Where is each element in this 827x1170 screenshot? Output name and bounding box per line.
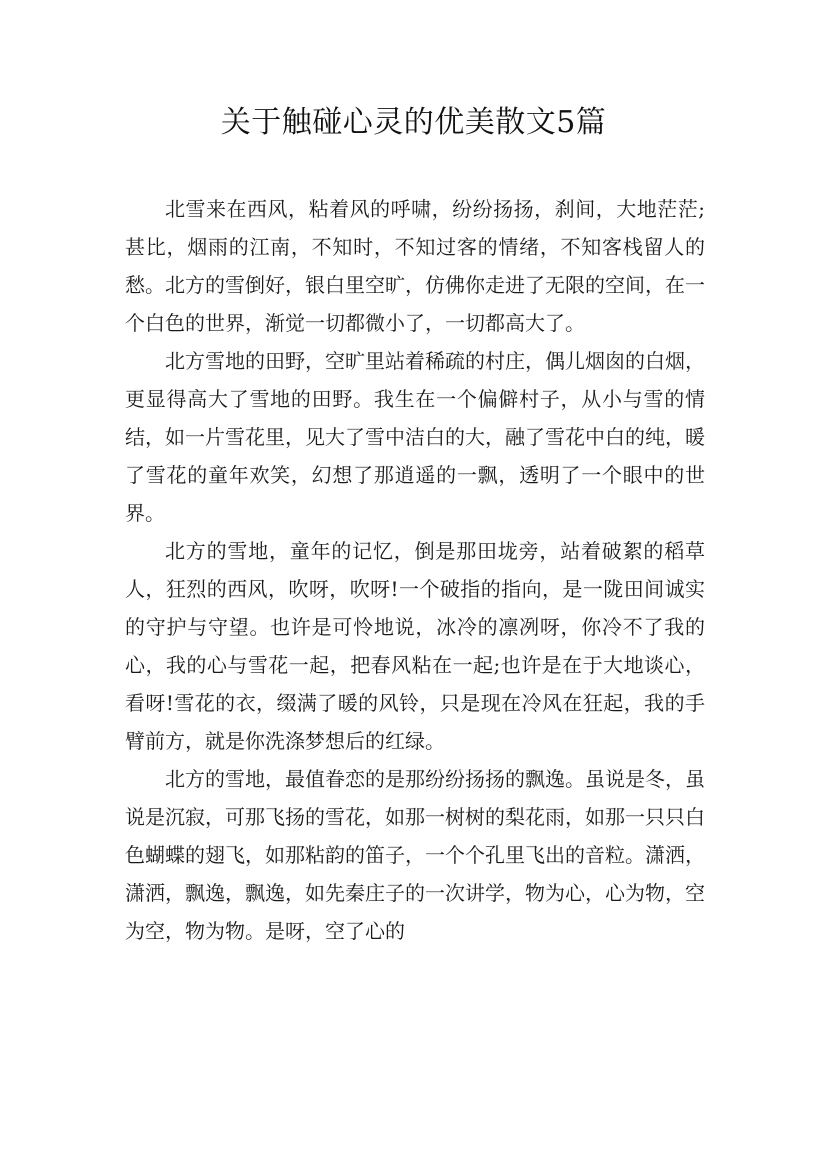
paragraph-1: 北雪来在西风，粘着风的呼啸，纷纷扬扬，刹间，大地茫茫;甚比，烟雨的江南，不知时，不知过客的情绪，不知客栈留人的愁。北方的雪倒好，银白里空旷，仿佛你走进了无限的空间，在一个白色的世界，渐觉一切都微小了，一切都高大了。 xyxy=(125,197,705,335)
document-title: 关于触碰心灵的优美散文5篇 xyxy=(220,105,607,140)
document-body xyxy=(125,190,705,950)
paragraph-2: 北方雪地的田野，空旷里站着稀疏的村庄，偶儿烟囱的白烟，更显得高大了雪地的田野。我生在一个偏僻村子，从小与雪的情结，如一片雪花里，见大了雪中洁白的大，融了雪花中白的纯，暖了雪花的童年欢笑，幻想了那逍遥的一飘，透明了一个眼中的世界。 xyxy=(125,349,705,525)
paragraph-4: 北方的雪地，最值眷恋的是那纷纷扬扬的飘逸。虽说是冬，虽说是沉寂，可那飞扬的雪花，如那一树树的梨花雨，如那一只只白色蝴蝶的翅飞，如那粘韵的笛子，一个个孔里飞出的音粒。潇洒，潇洒，飘逸，飘逸，如先秦庄子的一次讲学，物为心，心为物，空为空，物为物。是呀，空了心的 xyxy=(125,767,705,943)
paragraph-3: 北方的雪地，童年的记忆，倒是那田垅旁，站着破絮的稻草人，狂烈的西风，吹呀，吹呀!一个破指的指向，是一陇田间诚实的守护与守望。也许是可怜地说，冰冷的凛冽呀，你冷不了我的心，我的心与雪花一起，把春风粘在一起;也许是在于大地谈心，看呀!雪花的衣，缀满了暖的风铃，只是现在冷风在狂起，我的手臂前方，就是你洗涤梦想后的红绿。 xyxy=(125,539,705,753)
